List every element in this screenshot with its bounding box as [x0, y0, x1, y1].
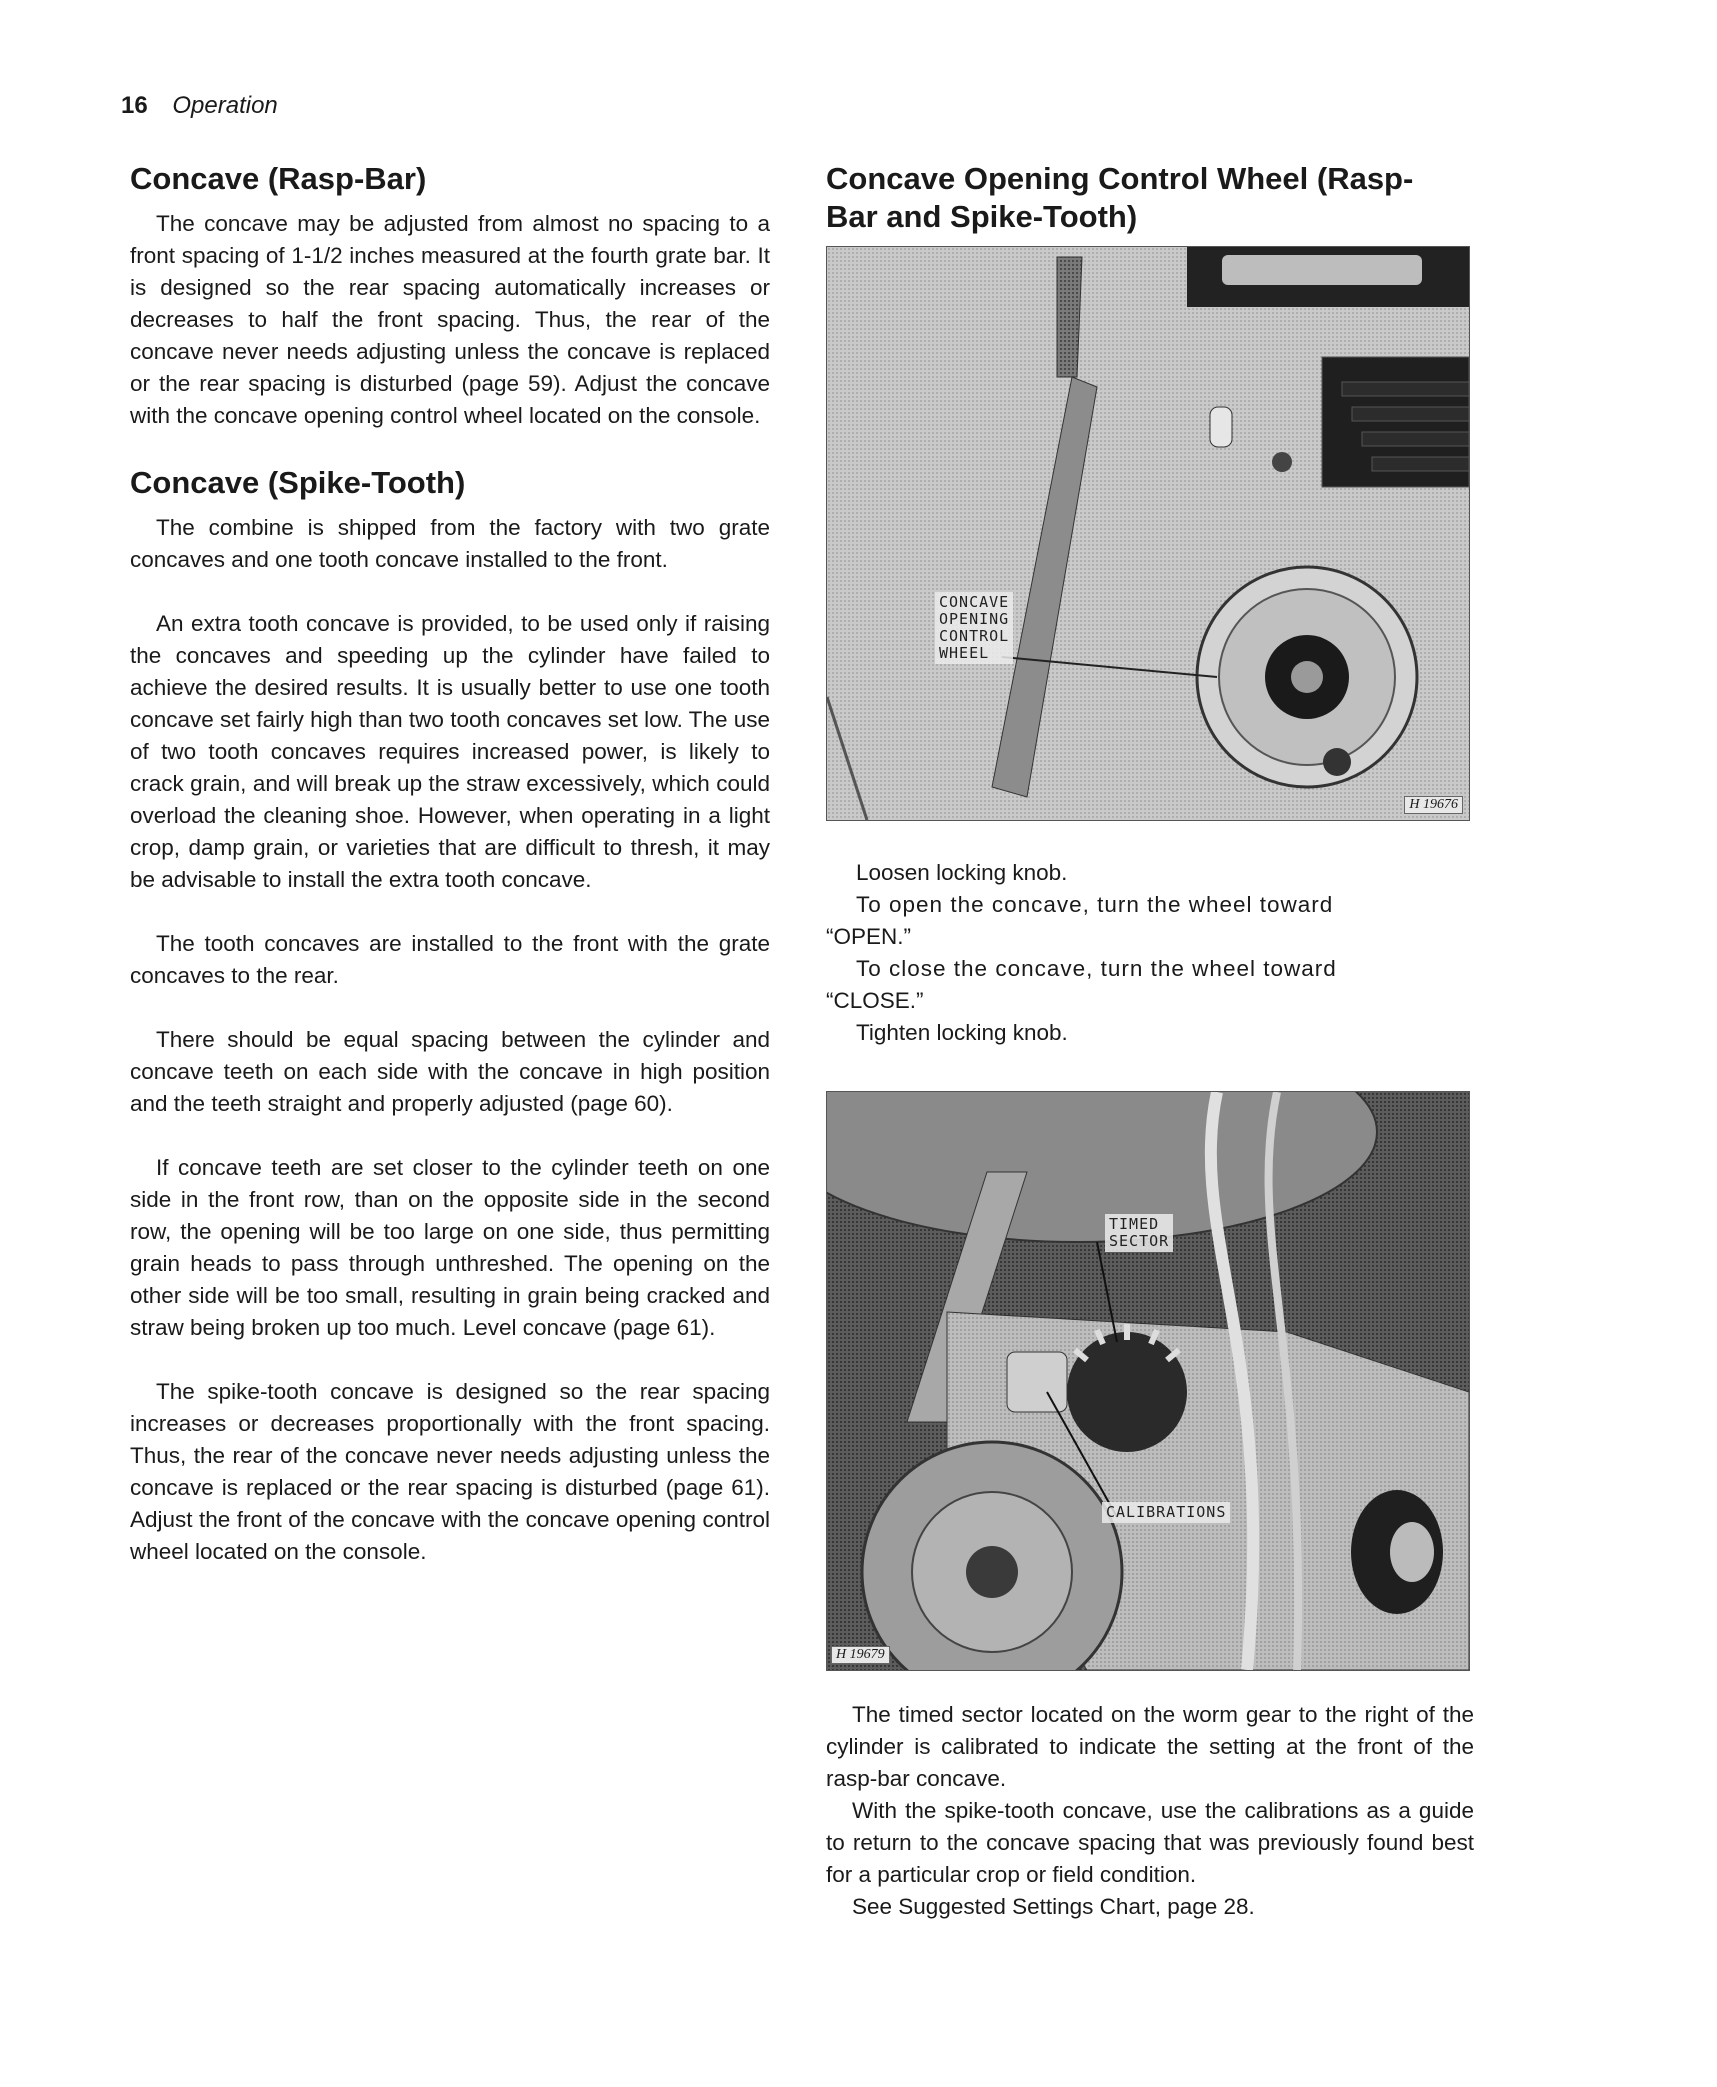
timed-sector-photo-image — [827, 1092, 1469, 1670]
page-number: 16 — [121, 92, 148, 119]
rasp-bar-paragraph: The concave may be adjusted from almost no spacing to a front spacing of 1-1/2 inches measured at the fourth grate bar. It is designed so the rear spacing automatically increases or decreases to half the front spacing. Thus, the rear of the concave never needs adjusting unless the concave is replaced or the rear spacing is disturbed (page 59). Adjust the concave with the concave opening control wheel located on the console. — [130, 211, 770, 428]
control-wheel-photo — [826, 246, 1470, 821]
spike-tooth-heading: Concave (Spike-Tooth) — [130, 465, 466, 500]
spike-paragraph-4: There should be equal spacing between the cylinder and concave teeth on each side with the concave in high position and the teeth straight and properly adjusted (page 60). — [130, 1027, 770, 1116]
settings-chart-reference: See Suggested Settings Chart, page 28. — [852, 1894, 1255, 1919]
timed-sector-paragraph: The timed sector located on the worm gear to the right of the cylinder is calibrated to indicate the setting at the front of the rasp-bar concave. — [826, 1702, 1474, 1791]
step-loosen: Loosen locking knob. — [856, 860, 1068, 885]
spike-paragraph-5: If concave teeth are set closer to the cylinder teeth on one side in the front row, than on the opposite side in the second row, the opening will be too large on one side, thus permitting grain heads to pass through unthreshed. The opening on the other side will be too small, resulting in grain being cracked and straw being broken up too much. Level concave (page 61). — [130, 1155, 770, 1340]
adjust-steps — [826, 857, 1474, 1049]
spike-paragraph-6: The spike-tooth concave is designed so the rear spacing increases or decreases proportionally with the front spacing. Thus, the rear of the concave never needs adjusting unless the concave is replaced or the rear spacing is disturbed (page 61). Adjust the front of the concave with the concave opening control wheel located on the console. — [130, 1379, 770, 1564]
calibrations-paragraph: With the spike-tooth concave, use the calibrations as a guide to return to the concave spacing that was previously found best for a particular crop or field condition. — [826, 1798, 1474, 1887]
timed-sector-callout: TIMED SECTOR — [1105, 1214, 1173, 1252]
step-open-label: “OPEN.” — [826, 924, 912, 949]
step-tighten: Tighten locking knob. — [856, 1020, 1068, 1045]
spike-paragraph-3: The tooth concaves are installed to the front with the grate concaves to the rear. — [130, 931, 770, 988]
left-column — [130, 160, 770, 1568]
calibrations-callout: CALIBRATIONS — [1102, 1502, 1230, 1523]
figure-id-tag: H 19676 — [1404, 796, 1463, 814]
step-open: To open the concave, turn the wheel toward — [856, 892, 1334, 917]
control-wheel-heading: Concave Opening Control Wheel (Rasp-Bar and Spike-Tooth) — [826, 161, 1414, 234]
page-header — [121, 92, 278, 120]
control-wheel-callout: CONCAVE OPENING CONTROL WHEEL — [935, 592, 1013, 664]
right-column — [826, 160, 1474, 1923]
rasp-bar-heading: Concave (Rasp-Bar) — [130, 161, 427, 196]
timed-sector-photo — [826, 1091, 1470, 1671]
spike-paragraph-2: An extra tooth concave is provided, to be used only if raising the concaves and speeding up the cylinder have failed to achieve the desired results. It is usually better to use one tooth concave set fairly high than two tooth concaves set low. The use of two tooth concaves requires increased power, is likely to crack grain, and will break up the straw excessively, which could overload the cleaning shoe. However, when operating in a light crop, damp grain, or varieties that are difficult to thresh, it may be advisable to install the extra tooth concave. — [130, 611, 770, 892]
figure-id-tag-2: H 19679 — [831, 1646, 890, 1664]
step-close: To close the concave, turn the wheel toward — [856, 956, 1337, 981]
step-close-label: “CLOSE.” — [826, 988, 924, 1013]
control-wheel-photo-image — [827, 247, 1469, 820]
section-name: Operation — [172, 92, 278, 119]
spike-paragraph-1: The combine is shipped from the factory with two grate concaves and one tooth concave installed to the front. — [130, 515, 770, 572]
